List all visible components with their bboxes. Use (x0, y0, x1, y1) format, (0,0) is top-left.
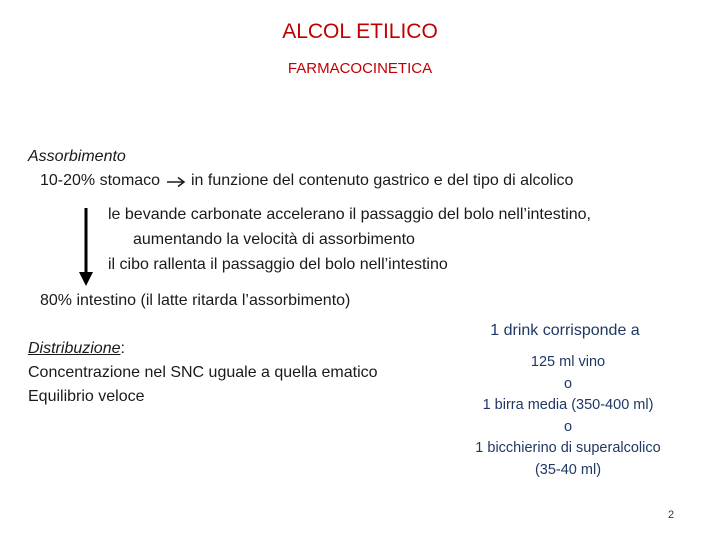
down-arrow-icon (76, 208, 96, 288)
page-number: 2 (668, 509, 675, 521)
absorption-stomach-prefix: 10-20% stomaco (40, 172, 161, 189)
absorption-detail-carbonated: le bevande carbonate accelerano il passaggio del bolo nell’intestino, (108, 206, 591, 223)
distribution-heading-line (28, 340, 125, 358)
absorption-heading: Assorbimento (28, 148, 126, 165)
drink-line-beer: 1 birra media (350-400 ml) (482, 397, 654, 413)
absorption-intestine-line: 80% intestino (il latte ritarda l’assorbimento) (40, 292, 351, 309)
distribution-heading: Distribuzione (28, 340, 121, 357)
drink-box-list (440, 352, 696, 481)
distribution-line-equilibrium: Equilibrio veloce (28, 388, 145, 405)
right-arrow-icon (165, 175, 187, 187)
absorption-stomach-line (40, 172, 573, 190)
distribution-heading-colon: : (120, 340, 125, 357)
drink-line-spirit: 1 bicchierino di superalcolico (475, 440, 661, 456)
absorption-detail-food: il cibo rallenta il passaggio del bolo nell’intestino (108, 256, 448, 273)
absorption-detail-speed: aumentando la velocità di assorbimento (133, 231, 415, 248)
drink-line-wine: 125 ml vino (530, 354, 606, 370)
distribution-line-cns: Concentrazione nel SNC uguale a quella ematico (28, 364, 378, 381)
drink-line-spirit-volume: (35-40 ml) (534, 461, 602, 478)
drink-box-heading: 1 drink corrisponde a (490, 322, 640, 339)
drink-line-or-2: o (563, 418, 573, 435)
absorption-stomach-suffix: in funzione del contenuto gastrico e del tipo di alcolico (190, 172, 574, 189)
drink-line-or-1: o (563, 375, 573, 392)
slide-title: ALCOL ETILICO (282, 20, 438, 43)
slide-subtitle: FARMACOCINETICA (287, 60, 433, 77)
